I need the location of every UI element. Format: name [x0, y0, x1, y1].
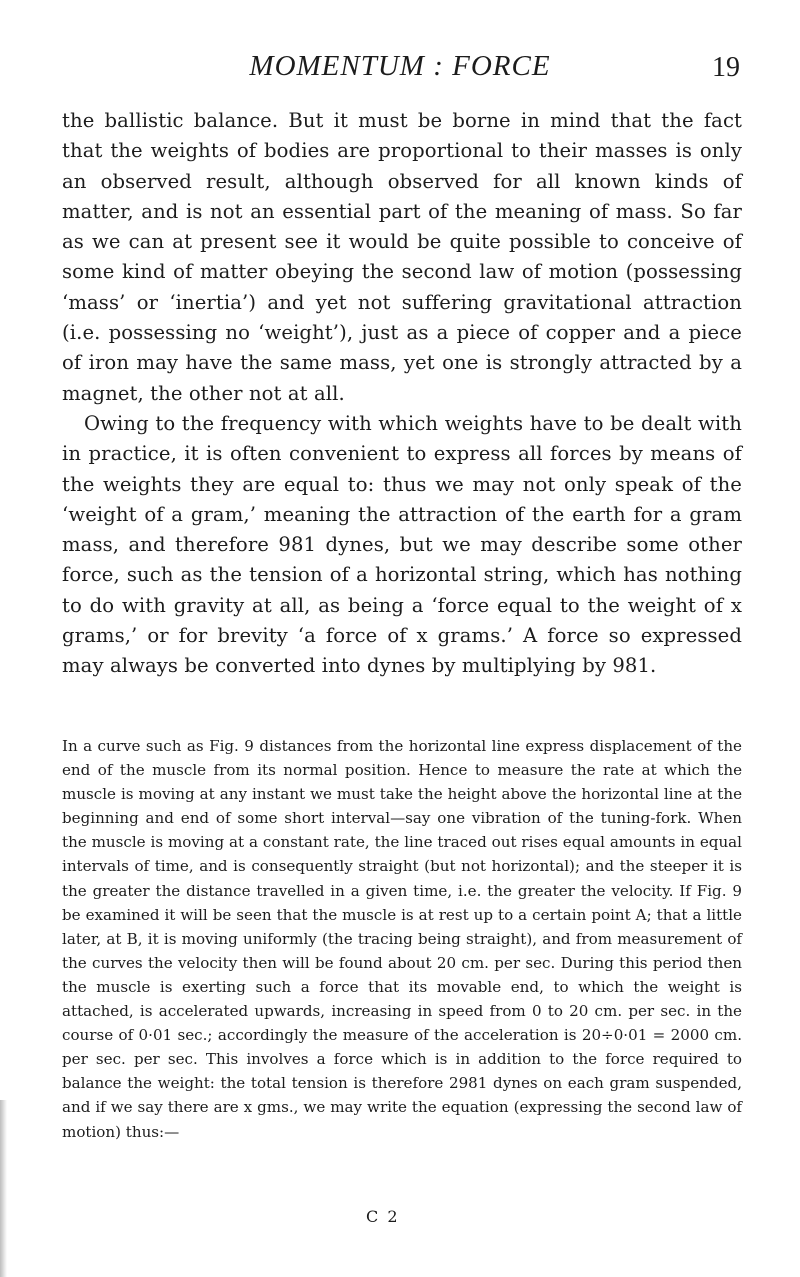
small-print-note [62, 734, 742, 1144]
paragraph-weights: Owing to the frequency with which weights have to be dealt with in practice, it is often convenient to express all forces by means of the weights they are equal to: thus we may not only speak of the ‘weight of a gram,’ meaning the attraction of the earth for a gram mass, and therefore 981 dynes, but we may describe some other force, such as the tension of a horizontal string, which has nothing to do with gravity at all, as being a ‘force equal to the weight of x grams,’ or for brevity ‘a force of x grams.’ A force so expressed may always be converted into dynes by multiplying by 981. [62, 411, 742, 678]
running-title: MOMENTUM : FORCE [249, 50, 551, 82]
page-number: 19 [712, 52, 740, 83]
running-head [60, 50, 740, 90]
signature-mark: C 2 [366, 1207, 400, 1226]
main-text [62, 106, 742, 682]
paragraph-balance: the ballistic balance. But it must be borne in mind that the fact that the weights of bodies are proportional to their masses is only an observed result, although observed for all known kinds of matter, and is not an essential part of the meaning of mass. So far as we can at present see it would be quite possible to conceive of some kind of matter obeying the second law of motion (possessing ‘mass’ or ‘inertia’) and yet not suffering gravitational attraction (i.e. possessing no ‘weight’), just as a piece of copper and a piece of iron may have the same mass, yet one is strongly attracted by a magnet, the other not at all. [62, 109, 742, 405]
paragraph-muscle-curve: In a curve such as Fig. 9 distances from the horizontal line express displacement of the end of the muscle from its normal position. Hence to measure the rate at which the muscle is moving at any instant we must take the height above the horizontal line at the beginning and end of some short interval—say one vibration of the tuning-fork. When the muscle is moving at a constant rate, the line traced out rises equal amounts in equal intervals of time, and is consequently straight (but not horizontal); and the steeper it is the greater the distance travelled in a given time, i.e. the greater the velocity. If Fig. 9 be examined it will be seen that the muscle is at rest up to a certain point A; that a little later, at B, it is moving uniformly (the tracing being straight), and from measurement of the curves the velocity then will be found about 20 cm. per sec. During this period then the muscle is exerting such a force that its movable end, to which the weight is attached, is accelerated upwards, increasing in speed from 0 to 20 cm. per sec. in the course of 0·01 sec.; accordingly the measure of the acceleration is 20÷0·01 = 2000 cm. per sec. per sec. This involves a force which is in addition to the force required to balance the weight: the total tension is therefore 2981 dynes on each gram suspended, and if we say there are x gms., we may write the equation (expressing the second law of motion) thus:— [62, 737, 742, 1141]
page-edge-shadow [0, 1100, 7, 1277]
